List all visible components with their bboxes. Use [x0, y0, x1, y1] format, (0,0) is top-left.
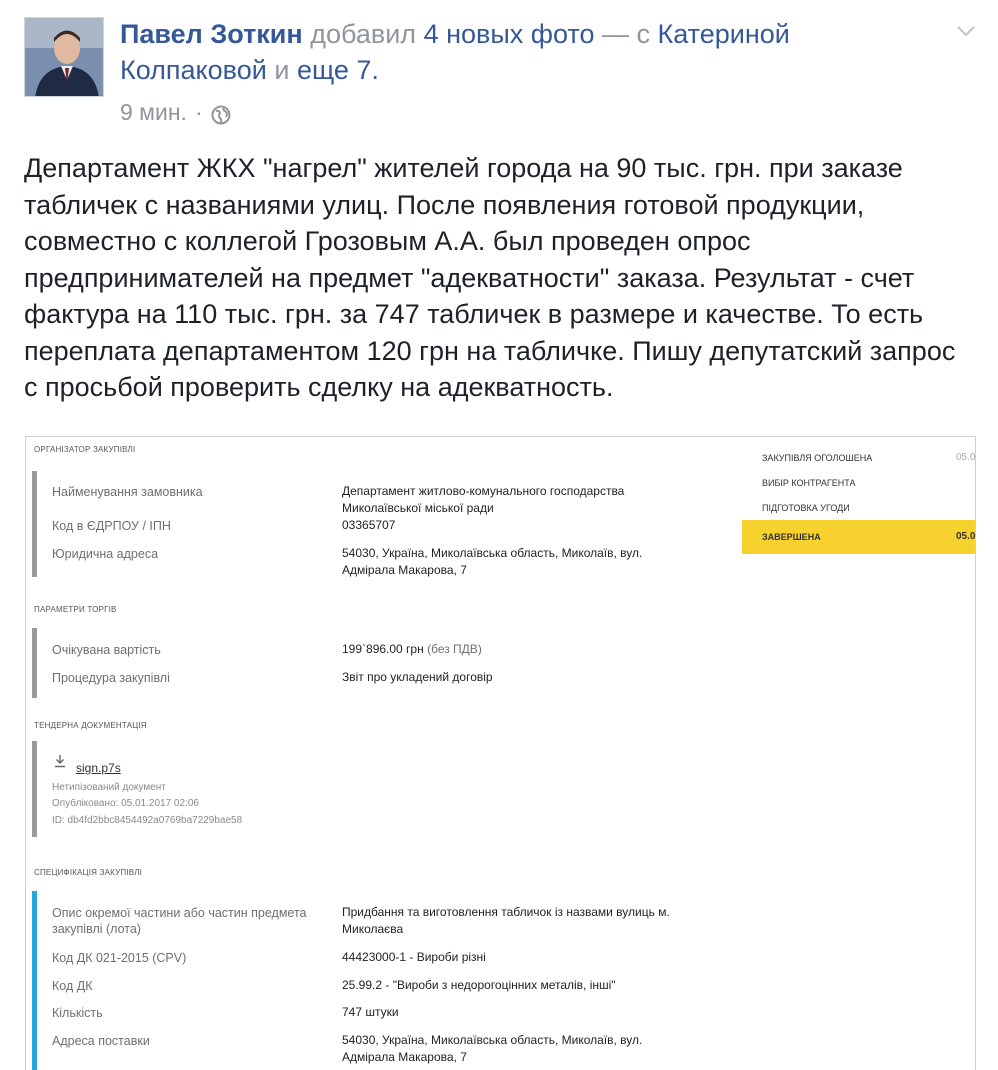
- others-link[interactable]: еще 7.: [296, 55, 379, 85]
- customer-name-label: Найменування замовника: [52, 485, 203, 499]
- quantity-value: 747 штуки: [342, 1005, 399, 1019]
- edrpou-value: 03365707: [342, 518, 396, 532]
- document-id: ID: db4fd2bbc8454492a0769ba7229bae58: [52, 815, 243, 826]
- document-type: Нетипізований документ: [52, 782, 166, 793]
- status-step-date: 05.0: [956, 531, 976, 542]
- dk-value: 25.99.2 - "Вироби з недорогоцінних металів, інші": [342, 978, 616, 992]
- section-bar-active: [32, 891, 37, 1070]
- status-step-contractor: [742, 470, 976, 496]
- meta-separator: ·: [194, 99, 203, 125]
- legal-address-value: 54030, Україна, Миколаївська область, Миколаїв, вул. Адмірала Макарова, 7: [342, 546, 643, 577]
- status-step-preparation: [742, 495, 976, 521]
- document-published: Опубліковано: 05.01.2017 02:06: [52, 798, 199, 809]
- status-step-date: 05.0: [956, 452, 976, 463]
- post-meta: [120, 97, 231, 127]
- quantity-label: Кількість: [52, 1006, 103, 1020]
- photos-link[interactable]: 4 новых фото: [423, 19, 595, 49]
- status-step-label: ПІДГОТОВКА УГОДИ: [762, 503, 850, 513]
- chevron-down-icon[interactable]: [955, 22, 977, 40]
- status-step-announced: [742, 445, 976, 471]
- dk-label: Код ДК: [52, 979, 93, 993]
- status-step-label: ЗАВЕРШЕНА: [762, 532, 821, 542]
- section-bar: [32, 628, 37, 698]
- customer-name-value: Департамент житлово-комунального господарства Миколаївської міської ради: [342, 484, 625, 515]
- status-step-label: ВИБІР КОНТРАГЕНТА: [762, 478, 856, 488]
- lot-description-value: Придбання та виготовлення табличок із назвами вулиць м. Миколаєва: [342, 905, 670, 936]
- post-header-line: [120, 16, 940, 88]
- delivery-address-value: 54030, Україна, Миколаївська область, Миколаїв, вул. Адмірала Макарова, 7: [342, 1033, 643, 1064]
- status-step-label: ЗАКУПІВЛЯ ОГОЛОШЕНА: [762, 453, 873, 463]
- section-title-spec: СПЕЦИФІКАЦІЯ ЗАКУПІВЛІ: [34, 868, 143, 877]
- tagged-person-link[interactable]: Катериной Колпаковой: [120, 19, 790, 85]
- post-photo[interactable]: [25, 436, 976, 1070]
- dk021-value: 44423000-1 - Вироби різні: [342, 950, 486, 964]
- section-bar: [32, 471, 37, 577]
- status-step-completed: [742, 520, 976, 554]
- section-title-params: ПАРАМЕТРИ ТОРГІВ: [34, 605, 117, 614]
- document-link[interactable]: sign.p7s: [76, 761, 121, 775]
- dk021-label: Код ДК 021-2015 (CPV): [52, 951, 187, 965]
- section-bar: [32, 741, 37, 837]
- edrpou-label: Код в ЄДРПОУ / ІПН: [52, 519, 171, 533]
- expected-cost-value: 199`896.00 грн: [342, 642, 424, 656]
- delivery-address-label: Адреса поставки: [52, 1034, 150, 1048]
- vat-note: (без ПДВ): [427, 642, 482, 656]
- post-body-text: Департамент ЖКХ "нагрел" жителей города на 90 тыс. грн. при заказе табличек с названиями улиц. После появления готовой продукции, совместно с коллегой Грозовым А.А. был проведен опрос предпринимателей на предмет "адекватности" заказа. Результат - счет фактура на 110 тыс. грн. за 747 табличек в размере и качестве. То есть переплата департаментом 120 грн на табличке. Пишу депутатский запрос с просьбой проверить сделку на адекватность.: [24, 153, 956, 402]
- expected-cost-row: [342, 641, 702, 658]
- post-timestamp[interactable]: 9 мин.: [120, 99, 187, 125]
- lot-description-label: Опис окремої частини або частин предмета закупівлі (лота): [52, 906, 307, 936]
- globe-icon[interactable]: [211, 102, 231, 122]
- section-title-organizer: ОРГАНІЗАТОР ЗАКУПІВЛІ: [34, 445, 136, 454]
- download-icon[interactable]: [54, 754, 66, 768]
- author-avatar[interactable]: [24, 17, 104, 97]
- with-text: — с: [602, 19, 651, 49]
- action-text: добавил: [310, 19, 417, 49]
- author-name-link[interactable]: Павел Зоткин: [120, 19, 303, 49]
- procedure-label: Процедура закупівлі: [52, 671, 170, 685]
- expected-cost-label: Очікувана вартість: [52, 643, 161, 657]
- procedure-value: Звіт про укладений договір: [342, 670, 493, 684]
- legal-address-label: Юридична адреса: [52, 547, 159, 561]
- and-text: и: [274, 55, 290, 85]
- section-title-docs: ТЕНДЕРНА ДОКУМЕНТАЦІЯ: [34, 721, 147, 730]
